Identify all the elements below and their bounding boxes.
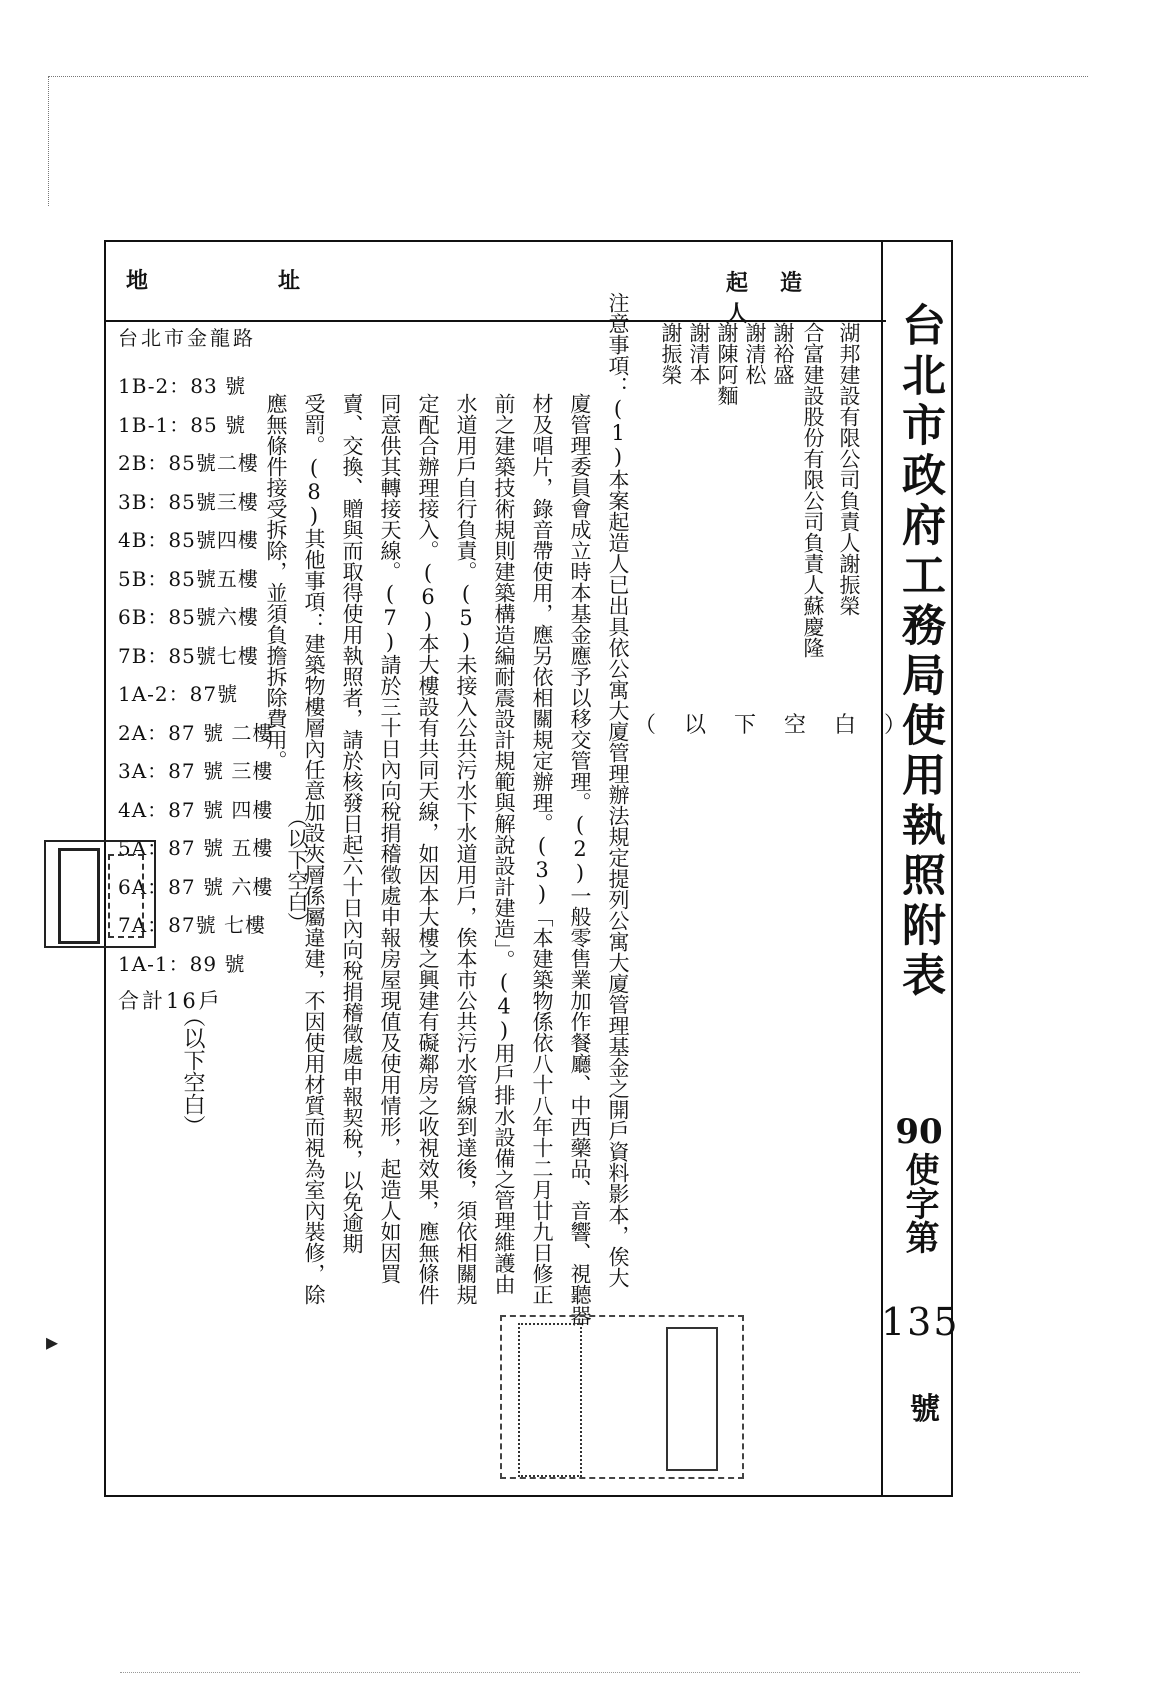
address-end-marker: （以下空白） [180, 1005, 205, 1137]
builder-end-marker: （以下空白） [634, 713, 935, 738]
address-line: 3B：85號三樓 [118, 489, 259, 514]
builder-entry: 謝陳阿麵 [715, 322, 739, 406]
address-line: 7A：87號 七樓 [118, 913, 266, 937]
title-column [881, 242, 960, 1495]
address-line: 7B：85號七樓 [118, 643, 259, 668]
address-line: 1A-2：87號 [118, 682, 239, 706]
notes-line: 同意供其轉接天線。(7)請於三十日內向稅捐稽徵處申報房屋現值及使用情形，起造人如因買 [378, 393, 402, 1284]
scan-mark: ▸ [46, 1328, 59, 1356]
address-line: 4A：87 號 四樓 [118, 797, 274, 822]
scan-border-left [48, 76, 49, 206]
builder-entry: 湖邦建設有限公司負責人謝振榮 [837, 322, 861, 616]
notes-line: 材及唱片，錄音帶使用，應另依相關規定辦理。(3)「本建築物係依八十八年十二月廿九日修正 [530, 393, 554, 1305]
notes-line: 水道用戶自行負責。(5)未接入公共污水下水道用戶，俟本市公共污水管線到達後，須依相關規 [454, 393, 478, 1305]
permit-suffix: 號 [910, 1392, 940, 1427]
notes-line: 廈管理委員會成立時本基金應予以移交管理。(2)一般零售業加作餐廳、中西藥品、音響、視聽器 [568, 393, 592, 1326]
seal-stamp-bottom [500, 1315, 744, 1479]
address-line: 2A：87 號 二樓 [118, 720, 274, 745]
permit-number [881, 1112, 960, 1428]
permit-annex-table [104, 240, 960, 1497]
notes-line: 定配合辦理接入。(6)本大樓設有共同天線，如因本大樓之興建有礙鄰房之收視效果，應無條件 [416, 393, 440, 1305]
builder-entry: 合富建設股份有限公司負責人蘇慶隆 [801, 322, 825, 658]
notes-end-marker: （以下空白） [285, 807, 309, 933]
address-line: 3A：87 號 三樓 [118, 759, 274, 783]
builder-entry: 謝振榮 [659, 322, 683, 385]
address-line: 4B：85號四樓 [118, 528, 259, 552]
notes-line: 應無條件接受拆除，並須負擔拆除費用。 [264, 393, 288, 771]
notes-line: 受罰。(8)其他事項：建築物樓層內任意加設夾層係屬違建，不因使用材質而視為室內裝修，除 [302, 393, 326, 1305]
notes-line: 前之建築技術規則建築構造編耐震設計規範與解說設計建造」。(4)用戶排水設備之管理維護由 [492, 393, 516, 1295]
permit-prefix-number: 90 [895, 1112, 943, 1152]
address-header: 地址 [126, 268, 431, 294]
permit-prefix-text: 使字第 [899, 1152, 939, 1254]
address-line: 1B-2：83 號 [118, 374, 247, 398]
address-line: 5A：87 號 五樓 [118, 836, 274, 860]
address-line: 5B：85號五樓 [118, 566, 259, 591]
address-total: 合計16戶 [118, 989, 223, 1013]
seal-stamp-left [44, 840, 156, 948]
page-title: 台北市政府工務局使用執照附表 [894, 302, 945, 1002]
scan-border-bottom [120, 1672, 1080, 1673]
permit-serial: 135 [881, 1300, 960, 1344]
address-line: 6A：87 號 六樓 [118, 874, 274, 899]
builder-entry: 謝清本 [687, 322, 711, 385]
notes-body [264, 292, 642, 1422]
builder-header: 起造人 [726, 270, 835, 327]
address-line: 1A-1：89 號 [118, 951, 246, 976]
notes-line: 賣、交換、贈與而取得使用執照者，請於核發日起六十日內向稅捐稽徵處申報契稅，以免逾期 [340, 393, 364, 1254]
address-line: 1B-1：85 號 [118, 412, 247, 437]
address-line: 6B：85號六樓 [118, 605, 259, 629]
scan-border-top [48, 76, 1088, 77]
builder-entry: 謝清松 [743, 322, 767, 385]
builder-entry: 謝裕盛 [771, 322, 795, 385]
address-street: 台北市金龍路 [118, 326, 256, 350]
notes-line: 注意事項：(1)本案起造人已出具依公寓大廈管理辦法規定提列公寓大廈管理基金之開戶資料影本，俟大 [606, 292, 630, 1288]
address-line: 2B：85號二樓 [118, 451, 259, 475]
